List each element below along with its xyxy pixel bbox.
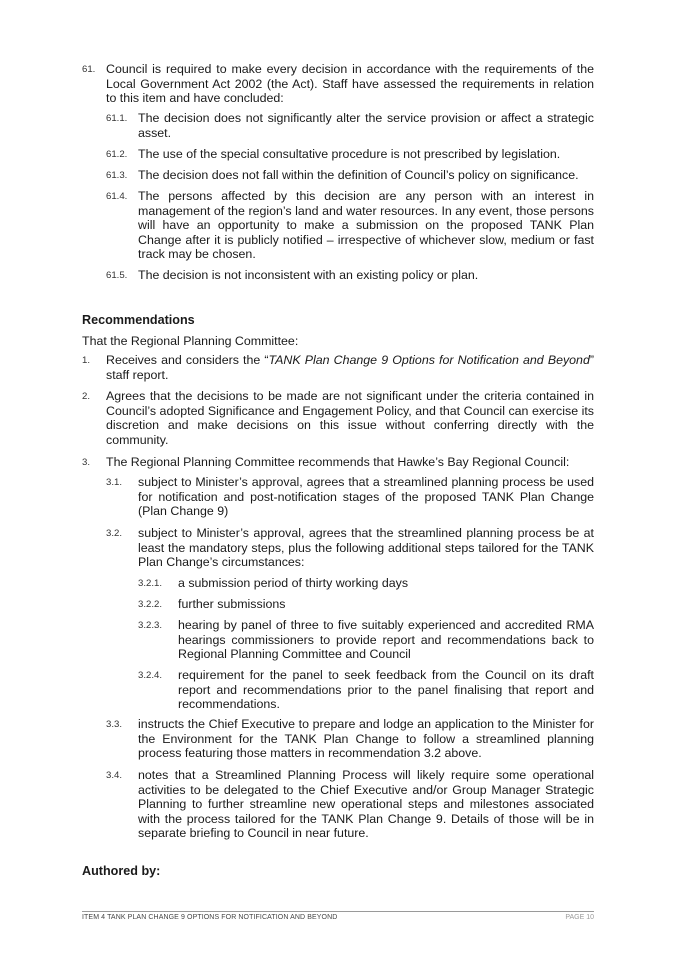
list-number: 3.3.: [106, 719, 123, 730]
list-number: 61.1.: [106, 113, 128, 124]
list-item-61-3: [106, 168, 594, 183]
list-item-61-2: [106, 147, 594, 162]
list-number: 3.2.4.: [138, 670, 163, 681]
list-number: 3.: [82, 457, 91, 468]
list-number: 3.2.: [106, 528, 123, 539]
list-number: 2.: [82, 391, 91, 402]
report-title: TANK Plan Change 9 Options for Notification and Beyond: [268, 353, 590, 367]
list-text: a submission period of thirty working days: [178, 576, 409, 590]
recommendation-3-2-1: [138, 576, 594, 591]
list-number: 61.3.: [106, 170, 128, 181]
list-text: The decision does not fall within the definition of Council’s policy on significance.: [138, 168, 579, 182]
list-text: further submissions: [178, 597, 286, 611]
list-number: 3.2.3.: [138, 620, 163, 631]
recommendations-intro: That the Regional Planning Committee:: [82, 334, 299, 348]
list-number: 3.2.1.: [138, 578, 163, 589]
text-run: ” staff report.: [106, 353, 594, 382]
list-text: Agrees that the decisions to be made are not significant under the criteria contained in Council’s adopted Significance and Engagement Policy, and that Council can exercise its discretion and make decisions on this issue without conferring directly with the community.: [106, 389, 594, 447]
list-number: 61.5.: [106, 270, 128, 281]
recommendations-heading: Recommendations: [82, 313, 195, 327]
recommendation-3-2-3: [138, 618, 594, 662]
paragraph-text: Council is required to make every decision in accordance with the requirements of the Local Government Act 2002 (the Act). Staff have assessed the requirements in relation to this item and have concluded:: [106, 62, 594, 106]
list-item-61-5: [106, 268, 594, 283]
list-number: 3.1.: [106, 477, 123, 488]
list-text: The decision is not inconsistent with an existing policy or plan.: [138, 268, 479, 282]
list-text: The persons affected by this decision are any person with an interest in management of the region’s land and water resources. In any event, those persons will have an opportunity to make a submission on the proposed TANK Plan Change after it is publicly notified – irrespective of whichever slow, medium or fast track may be chosen.: [138, 189, 594, 262]
list-text: notes that a Streamlined Planning Process will likely require some operational activities to be delegated to the Chief Executive and/or Group Manager Strategic Planning to further streamline new operational steps and milestones associated with the process tailored for the TANK Plan Change 9. Details of those will be in separate briefing to Council in near future.: [138, 768, 594, 841]
recommendation-3-1: [106, 475, 594, 519]
list-number: 3.2.2.: [138, 599, 163, 610]
list-text: subject to Minister’s approval, agrees that the streamlined planning process be at least the mandatory steps, plus the following additional steps tailored for the TANK Plan Change’s circumstances:: [138, 526, 594, 570]
recommendation-3-2: [106, 526, 594, 570]
footer-item-title: ITEM 4 TANK PLAN CHANGE 9 OPTIONS FOR NOTIFICATION AND BEYOND: [82, 914, 338, 921]
list-text: requirement for the panel to seek feedback from the Council on its draft report and recommendations prior to the panel finalising that report and recommendations.: [178, 668, 594, 712]
recommendation-3-2-4: [138, 668, 594, 712]
list-text: The use of the special consultative procedure is not prescribed by legislation.: [138, 147, 561, 161]
list-number: 61.4.: [106, 191, 128, 202]
footer-page-number: PAGE 10: [565, 914, 594, 921]
paragraph-61: [82, 62, 594, 106]
list-text: hearing by panel of three to five suitably experienced and accredited RMA hearings commissioners to provide report and recommendations back to Regional Planning Committee and Council: [178, 618, 594, 662]
recommendation-3-3: [106, 717, 594, 761]
text-run: Receives and considers the “: [106, 353, 269, 367]
paragraph-number: 61.: [82, 64, 96, 75]
list-text: instructs the Chief Executive to prepare and lodge an application to the Minister for the Environment for the TANK Plan Change to follow a streamlined planning process featuring those matters in recommendation 3.2 above.: [138, 717, 594, 761]
recommendation-2: [82, 389, 594, 447]
recommendation-3: [82, 455, 594, 470]
list-number: 3.4.: [106, 770, 123, 781]
list-number: 1.: [82, 355, 91, 366]
recommendation-3-2-2: [138, 597, 594, 612]
list-text: subject to Minister’s approval, agrees that a streamlined planning process be used for notification and post-notification stages of the proposed TANK Plan Change (Plan Change 9): [138, 475, 594, 519]
recommendation-1: [82, 353, 594, 382]
list-text: The Regional Planning Committee recommends that Hawke’s Bay Regional Council:: [106, 455, 570, 469]
list-text: The decision does not significantly alter the service provision or affect a strategic asset.: [138, 111, 594, 140]
footer-divider: [82, 911, 594, 912]
list-item-61-4: [106, 189, 594, 262]
authored-by-heading: Authored by:: [82, 864, 161, 878]
list-number: 61.2.: [106, 149, 128, 160]
recommendation-3-4: [106, 768, 594, 841]
list-item-61-1: [106, 111, 594, 140]
list-text: [106, 353, 594, 382]
